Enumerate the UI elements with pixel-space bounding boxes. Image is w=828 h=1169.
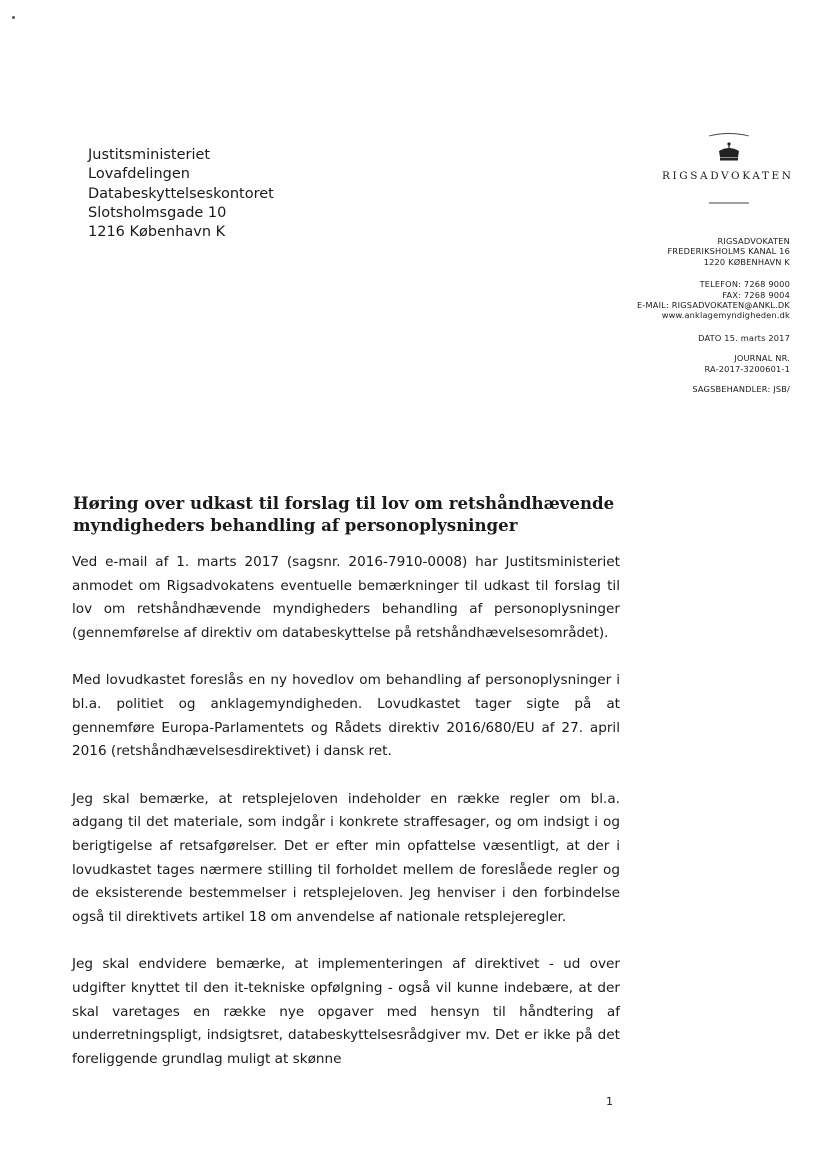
recipient-line: 1216 København K xyxy=(88,224,226,241)
recipient-line: Lovafdelingen xyxy=(88,166,190,183)
sender-name: RIGSADVOKATEN xyxy=(717,236,790,246)
body-paragraph: Ved e-mail af 1. marts 2017 (sagsnr. 2016-7910-0008) har Justitsministeriet anmodet om Rigsadvokatens eventuelle bemærkninger til udkast til forslag til lov om retshåndhævende myndigheders behandling af personoplysninger (gennemførelse af direktiv om databeskyttelse på retshåndhævelsesområdet). xyxy=(72,554,620,641)
letter-body xyxy=(72,551,620,1095)
scan-speck xyxy=(12,16,15,19)
case-handler: SAGSBEHANDLER: JSB/ xyxy=(692,384,790,395)
sender-fax: FAX: 7268 9004 xyxy=(722,289,790,300)
sender-telefon: TELEFON: 7268 9000 xyxy=(699,279,790,290)
letterhead-brand: RIGSADVOKATEN xyxy=(662,170,794,182)
page-number: 1 xyxy=(606,1095,613,1108)
body-paragraph: Med lovudkastet foreslås en ny hovedlov om behandling af personoplysninger i bl.a. politiet og anklagemyndigheden. Lovudkastet tager sigte på at gennemføre Europa-Parlamentets og Rådets direktiv 2016/680/EU af 27. april 2016 (retshåndhævelsesdirektivet) i dansk ret. xyxy=(72,672,620,760)
sender-city: 1220 KØBENHAVN K xyxy=(703,256,790,267)
recipient-address xyxy=(88,146,274,242)
sender-date: DATO 15. marts 2017 xyxy=(698,332,790,343)
sender-block xyxy=(637,236,790,406)
sender-web: www.anklagemyndigheden.dk xyxy=(661,310,790,321)
sender-email: E-MAIL: RIGSADVOKATEN@ANKL.DK xyxy=(637,300,790,311)
recipient-line: Justitsministeriet xyxy=(88,147,211,163)
body-paragraph: Jeg skal endvidere bemærke, at implementeringen af direktivet - ud over udgifter knyttet til den it-tekniske opfølgning - også vil kunne indebære, at der skal varetages en række nye opgaver med hensyn til håndtering af underretningspligt, indsigtsret, databeskyttelsesrådgiver mv. Det er ikke på det foreliggende grundlag muligt at skønne xyxy=(72,956,620,1067)
document-title: Høring over udkast til forslag til lov om retshåndhævende myndigheders behandling af personoplysninger xyxy=(73,493,615,535)
body-paragraph: Jeg skal bemærke, at retsplejeloven indeholder en række regler om bl.a. adgang til det materiale, som indgår i konkrete straffesager, og om indsigt i og berigtigelse af retsafgørelser. Det er efter min opfattelse væsentligt, at der i lovudkastet tages nærmere stilling til forholdet mellem de foreslåede regler og de eksisterende bestemmelser i retsplejeloven. Jeg henviser i den forbindelse også til direktivets artikel 18 om anvendelse af nationale retsplejeregler. xyxy=(72,790,620,925)
recipient-line: Slotsholmsgade 10 xyxy=(88,204,227,221)
journal-number: RA-2017-3200601-1 xyxy=(704,363,790,374)
journal-label: JOURNAL NR. xyxy=(734,353,790,364)
sender-street: FREDERIKSHOLMS KANAL 16 xyxy=(667,246,790,257)
recipient-line: Databeskyttelseskontoret xyxy=(88,185,274,202)
